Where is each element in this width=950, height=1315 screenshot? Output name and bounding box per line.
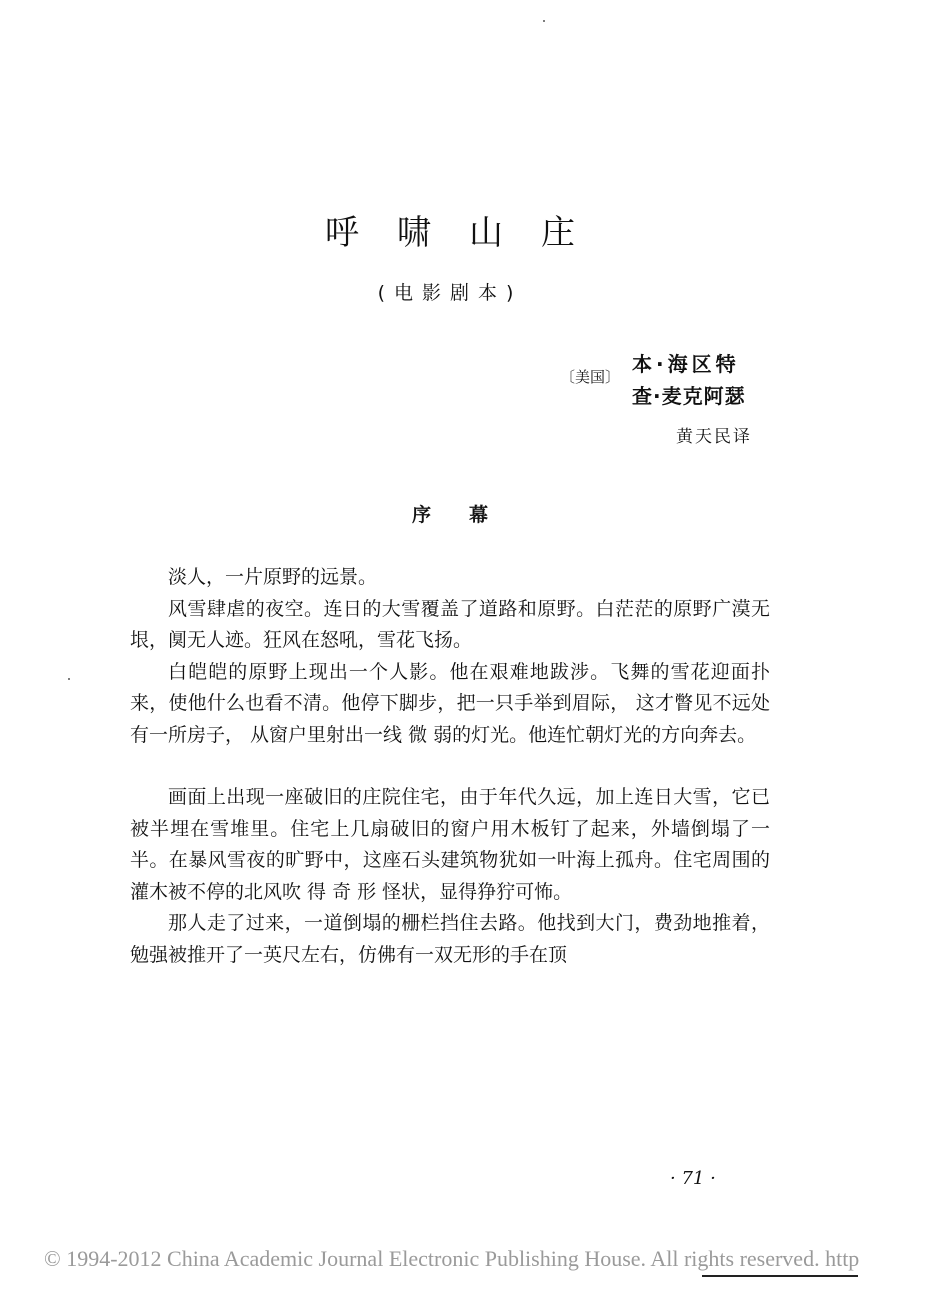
author-name-1: 本·海区特 — [632, 352, 740, 376]
scan-speck — [68, 678, 70, 680]
section-heading: 序幕 — [411, 504, 526, 526]
body-text — [130, 562, 770, 971]
author-name-2: 查·麦克阿瑟 — [632, 384, 746, 408]
paragraph: 风雪肆虐的夜空。连日的大雪覆盖了道路和原野。白茫茫的原野广漠无垠，阒无人迹。狂风在怒吼，雪花飞扬。 — [130, 597, 770, 651]
page-subtitle: (电影剧本) — [377, 282, 523, 304]
author-country: 〔美国〕 — [560, 368, 621, 386]
translator-credit: 黄天民译 — [676, 427, 752, 447]
paragraph: 画面上出现一座破旧的庄院住宅，由于年代久远，加上连日大雪，它已被半埋在雪堆里。住宅上几扇破旧的窗户用木板钉了起来，外墙倒塌了一半。在暴风雪夜的旷野中，这座石头建筑物犹如一叶海上孤舟。住宅周围的灌木被不停的北风吹 得 奇 形 怪状，显得狰狞可怖。 — [130, 786, 770, 903]
page-title: 呼啸山庄 — [325, 213, 613, 253]
footer-rule — [702, 1275, 858, 1277]
copyright-footer: © 1994-2012 China Academic Journal Electronic Publishing House. All rights reserved. http — [44, 1246, 860, 1271]
paragraph: 那人走了过来，一道倒塌的栅栏挡住去路。他找到大门，费劲地推着，勉强被推开了一英尺左右，仿佛有一双无形的手在顶 — [130, 912, 770, 966]
scan-speck — [543, 20, 545, 22]
page-number: · 71 · — [670, 1168, 716, 1189]
paragraph: 淡人，一片原野的远景。 — [168, 566, 378, 588]
paragraph: 白皑皑的原野上现出一个人影。他在艰难地跋涉。飞舞的雪花迎面扑来，使他什么也看不清。他停下脚步，把一只手举到眉际， 这才瞥见不远处有一所房子， 从窗户里射出一线 微 弱的灯光。他连忙朝灯光的方向奔去。 — [130, 660, 770, 746]
author-credits — [560, 348, 780, 412]
